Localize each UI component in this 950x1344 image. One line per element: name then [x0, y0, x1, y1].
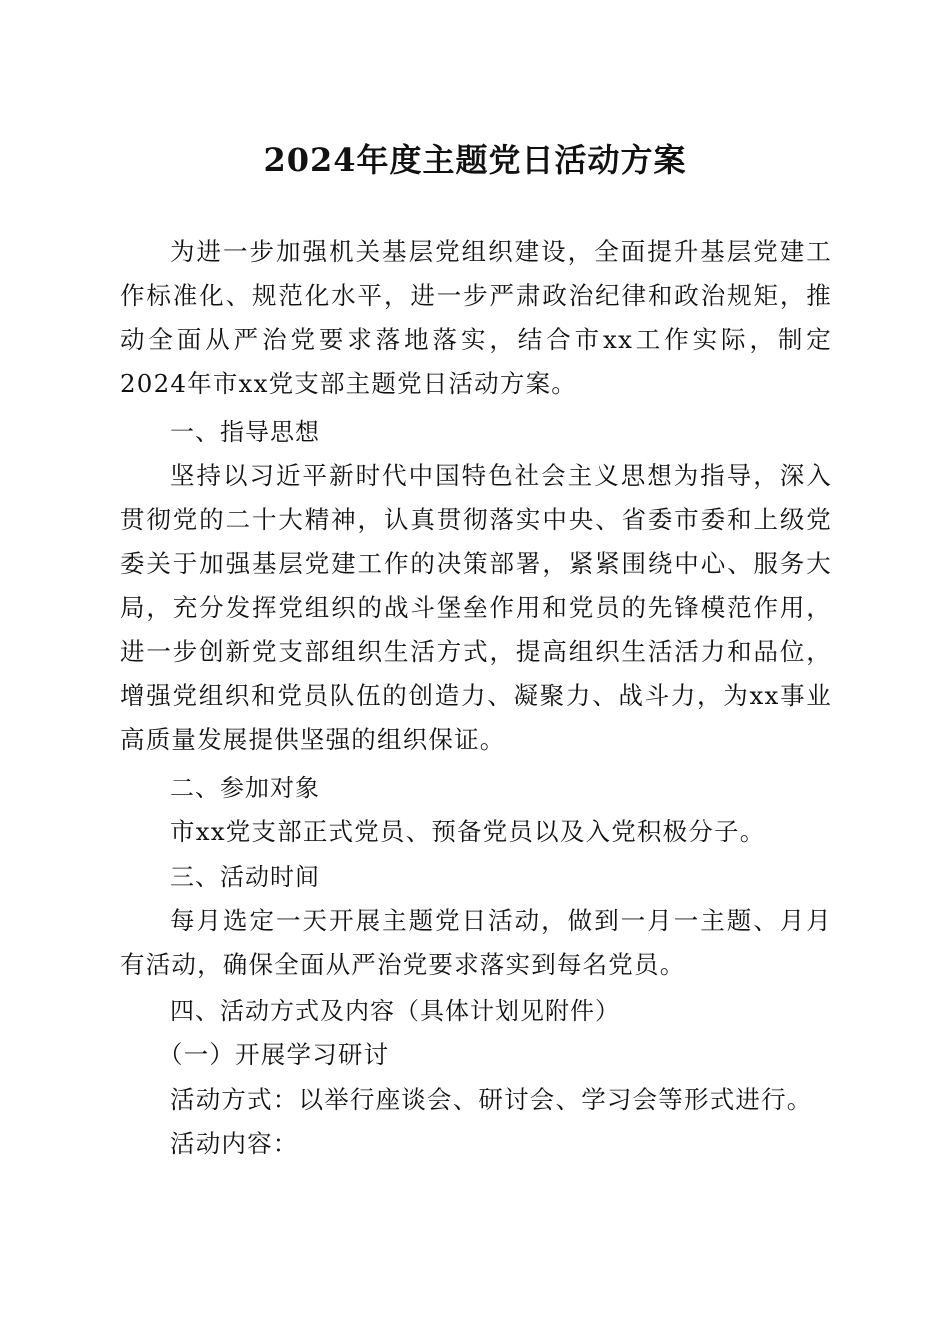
section-body-activity-time: 每月选定一天开展主题党日活动，做到一月一主题、月月有活动，确保全面从严治党要求落实到每名党员。 [120, 906, 832, 979]
activity-method-paragraph: 活动方式：以举行座谈会、研讨会、学习会等形式进行。 [170, 1085, 813, 1114]
section-body-participants: 市xx党支部正式党员、预备党员以及入党积极分子。 [170, 817, 766, 846]
section-heading-guiding-ideology: 一、指导思想 [170, 418, 320, 446]
document-title: 2024年度主题党日活动方案 [263, 141, 687, 179]
section-body-guiding-ideology: 坚持以习近平新时代中国特色社会主义思想为指导，深入贯彻党的二十大精神，认真贯彻落实中央、省委市委和上级党委关于加强基层党建工作的决策部署，紧紧围绕中心、服务大局，充分发挥党组织的战斗堡垒作用和党员的先锋模范作用，进一步创新党支部组织生活方式，提高组织生活活力和品位，增强党组织和党员队伍的创造力、凝聚力、战斗力，为xx事业高质量发展提供坚强的组织保证。 [120, 461, 832, 754]
intro-paragraph: 为进一步加强机关基层党组织建设，全面提升基层党建工作标准化、规范化水平，进一步严肃政治纪律和政治规矩，推动全面从严治党要求落地落实，结合市xx工作实际，制定2024年市xx党支部主题党日活动方案。 [120, 237, 832, 398]
subsection-heading-study: （一）开展学习研讨 [158, 1040, 390, 1069]
section-heading-activity-format: 四、活动方式及内容（具体计划见附件） [170, 997, 620, 1025]
section-heading-participants: 二、参加对象 [170, 774, 320, 802]
activity-content-label: 活动内容： [170, 1129, 299, 1158]
section-heading-activity-time: 三、活动时间 [170, 863, 320, 891]
